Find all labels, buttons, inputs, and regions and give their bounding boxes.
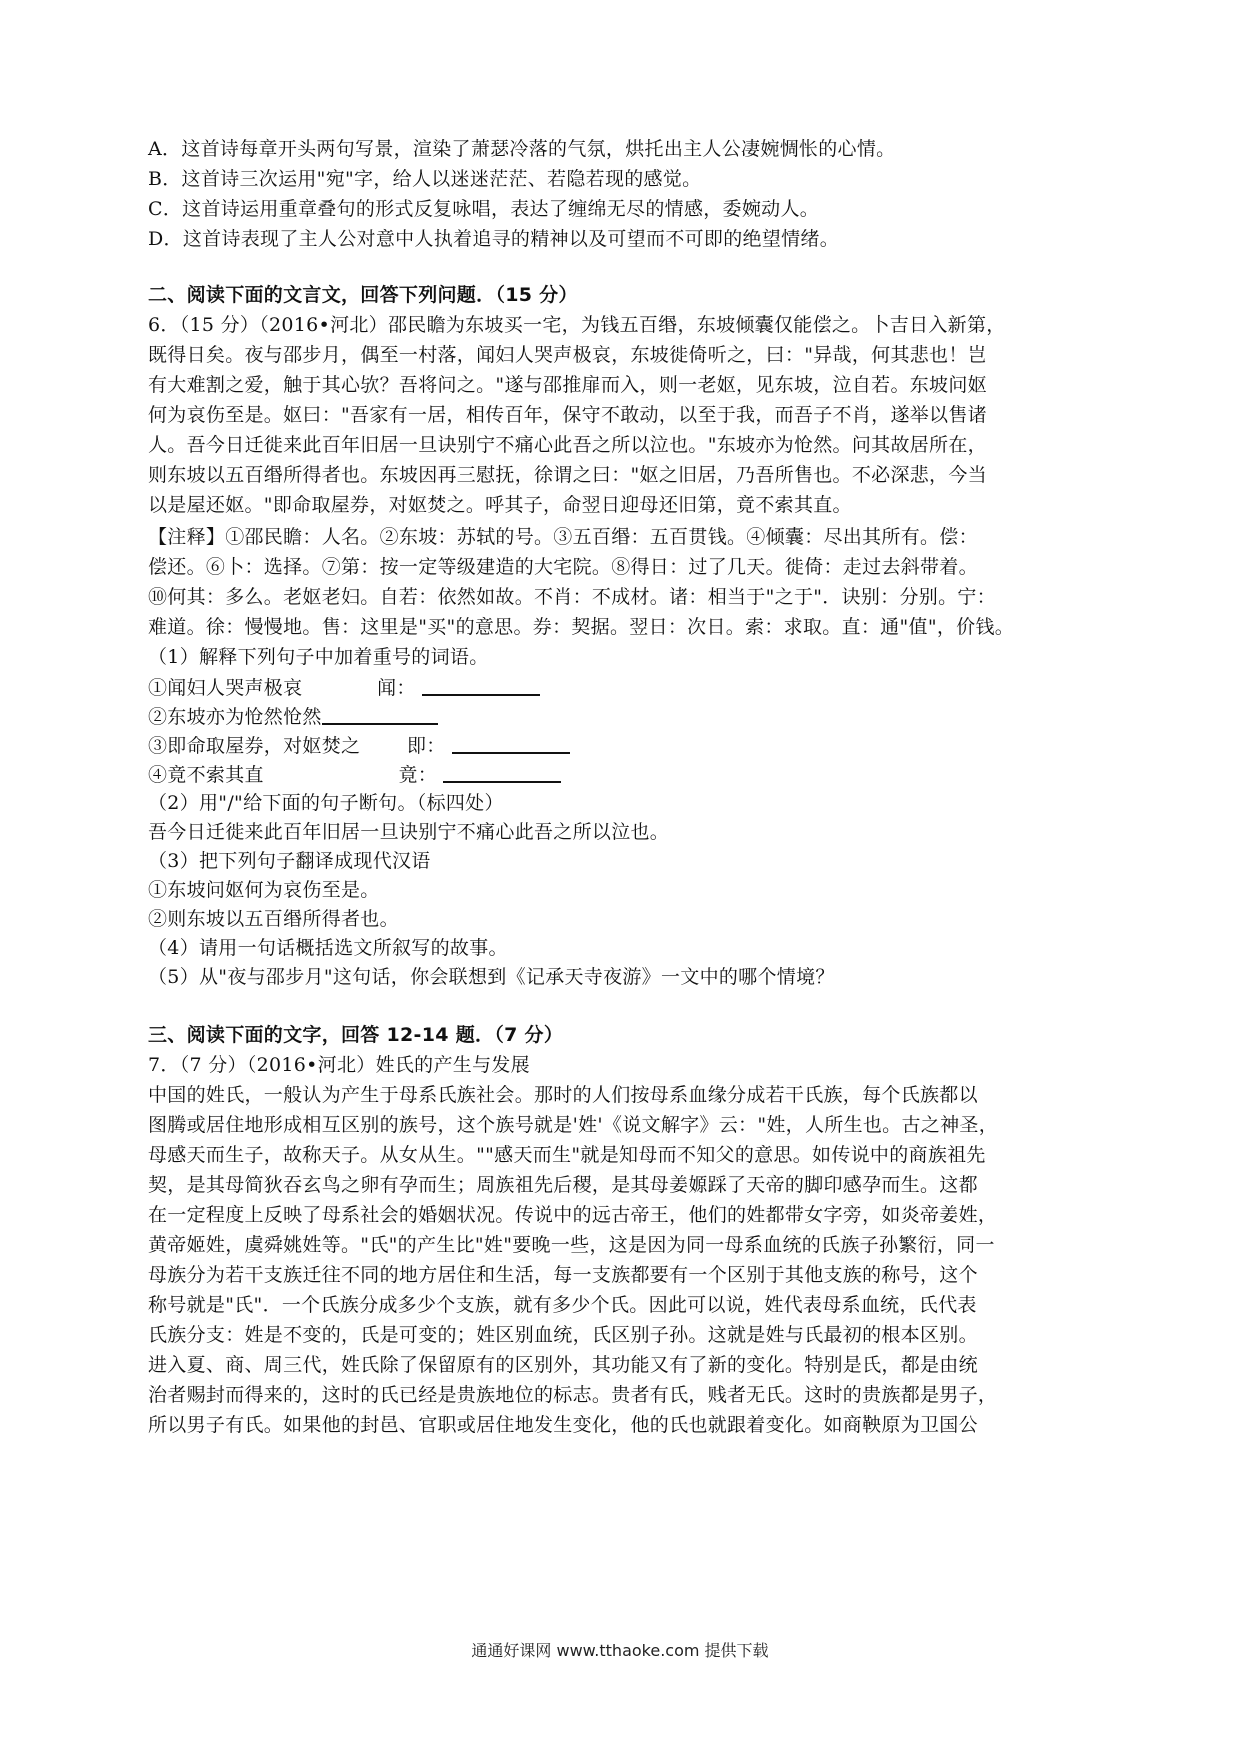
section-3-heading: 三、阅读下面的文字，回答 12-14 题．（7 分） — [148, 1024, 564, 1046]
item-sentence: ②东坡亦为怆然怆然 — [148, 706, 322, 728]
article-line: 母感天而生子，故称天子。从女从生。""感天而生"就是知母而不知父的意思。如传说中的商族祖先 — [148, 1144, 986, 1166]
page-footer: 通通好课网 www.tthaoke.com 提供下载 — [471, 1641, 769, 1660]
question-1-item-3 — [148, 732, 570, 759]
article-title: 7．（7 分）（2016•河北）姓氏的产生与发展 — [148, 1054, 530, 1076]
question-1-item-4 — [148, 761, 561, 788]
article-line: 契，是其母简狄吞玄鸟之卵有孕而生；周族祖先后稷，是其母姜嫄踩了天帝的脚印感孕而生。这都 — [148, 1174, 978, 1196]
article-line: 黄帝姬姓，虞舜姚姓等。"氏"的产生比"姓"要晚一些，这是因为同一母系血统的氏族子孙繁衍，同一 — [148, 1234, 995, 1256]
question-3-prompt: （3）把下列句子翻译成现代汉语 — [148, 850, 431, 872]
item-word: 竟： — [398, 764, 438, 786]
question-4: （4）请用一句话概括选文所叙写的故事。 — [148, 937, 508, 959]
item-sentence: ①闻妇人哭声极哀 — [148, 677, 303, 699]
question-1-item-2 — [148, 703, 438, 730]
question-3-item: ①东坡问妪何为哀伤至是。 — [148, 879, 380, 901]
notes-line: 偿还。⑥卜：选择。⑦第：按一定等级建造的大宅院。⑧得日：过了几天。徙倚：走过去斜带着。 — [148, 556, 978, 578]
notes-line: ⑩何其：多么。老妪老妇。自若：依然如故。不肖：不成材。诸：相当于"之于"．诀别：分别。宁： — [148, 586, 996, 608]
question-3-item: ②则东坡以五百缗所得者也。 — [148, 908, 399, 930]
passage-line: 6．（15 分）（2016•河北）邵民瞻为东坡买一宅，为钱五百缗，东坡倾囊仅能偿之。卜吉日入新第， — [148, 314, 1006, 336]
item-word: 即： — [407, 735, 446, 757]
question-1-prompt: （1）解释下列句子中加着重号的词语。 — [148, 646, 489, 668]
answer-blank-4[interactable] — [443, 761, 561, 783]
option-b: B．这首诗三次运用"宛"字，给人以迷迷茫茫、若隐若现的感觉。 — [148, 168, 702, 190]
passage-line: 何为哀伤至是。妪曰："吾家有一居，相传百年，保守不敢动，以至于我，而吾子不肖，遂举以售诸 — [148, 404, 987, 426]
notes-line: 难道。徐：慢慢地。售：这里是"买"的意思。券：契据。翌日：次日。索：求取。直：通"值"，价钱。 — [148, 616, 1015, 638]
question-1-item-1 — [148, 674, 540, 701]
article-line: 母族分为若干支族迁往不同的地方居住和生活，每一支族都要有一个区别于其他支族的称号，这个 — [148, 1264, 978, 1286]
section-2-heading: 二、阅读下面的文言文，回答下列问题．（15 分） — [148, 284, 578, 306]
article-line: 中国的姓氏，一般认为产生于母系氏族社会。那时的人们按母系血缘分成若干氏族，每个氏族都以 — [148, 1084, 978, 1106]
passage-line: 既得日矣。夜与邵步月，偶至一村落，闻妇人哭声极哀，东坡徙倚听之，曰："异哉，何其悲也！岂 — [148, 344, 987, 366]
option-c: C．这首诗运用重章叠句的形式反复咏唱，表达了缠绵无尽的情感，委婉动人。 — [148, 198, 820, 220]
passage-line: 以是屋还妪。"即命取屋券，对妪焚之。呼其子，命翌日迎母还旧第，竟不索其直。 — [148, 494, 852, 516]
article-line: 所以男子有氏。如果他的封邑、官职或居住地发生变化，他的氏也就跟着变化。如商鞅原为卫国公 — [148, 1414, 978, 1436]
item-sentence: ④竟不索其直 — [148, 764, 264, 786]
article-line: 氏族分支：姓是不变的，氏是可变的；姓区别血统，氏区别子孙。这就是姓与氏最初的根本区别。 — [148, 1324, 978, 1346]
passage-line: 则东坡以五百缗所得者也。东坡因再三慰抚，徐谓之曰："妪之旧居，乃吾所售也。不必深悲，今当 — [148, 464, 987, 486]
option-a: A．这首诗每章开头两句写景，渲染了萧瑟冷落的气氛，烘托出主人公凄婉惆怅的心情。 — [148, 138, 896, 160]
answer-blank-3[interactable] — [452, 732, 570, 754]
article-line: 在一定程度上反映了母系社会的婚姻状况。传说中的远古帝王，他们的姓都带女字旁，如炎帝姜姓， — [148, 1204, 998, 1226]
passage-line: 人。吾今日迁徙来此百年旧居一旦诀别宁不痛心此吾之所以泣也。"东坡亦为怆然。问其故居所在， — [148, 434, 987, 456]
item-sentence: ③即命取屋券，对妪焚之 — [148, 735, 361, 757]
article-line: 治者赐封而得来的，这时的氏已经是贵族地位的标志。贵者有氏，贱者无氏。这时的贵族都是男子， — [148, 1384, 998, 1406]
article-line: 进入夏、商、周三代，姓氏除了保留原有的区别外，其功能又有了新的变化。特别是氏，都是由统 — [148, 1354, 978, 1376]
question-2-text: 吾今日迁徙来此百年旧居一旦诀别宁不痛心此吾之所以泣也。 — [148, 821, 670, 843]
question-2-prompt: （2）用"/"给下面的句子断句。（标四处） — [148, 792, 504, 814]
article-line: 称号就是"氏"．一个氏族分成多少个支族，就有多少个氏。因此可以说，姓代表母系血统，氏代表 — [148, 1294, 977, 1316]
question-5: （5）从"夜与邵步月"这句话，你会联想到《记承天寺夜游》一文中的哪个情境？ — [148, 966, 835, 988]
answer-blank-2[interactable] — [322, 703, 438, 725]
option-d: D．这首诗表现了主人公对意中人执着追寻的精神以及可望而不可即的绝望情绪。 — [148, 228, 840, 250]
article-line: 图腾或居住地形成相互区别的族号，这个族号就是'姓'《说文解字》云："姓，人所生也。古之神圣， — [148, 1114, 998, 1136]
item-word: 闻： — [377, 677, 416, 699]
notes-line: 【注释】①邵民瞻：人名。②东坡：苏轼的号。③五百缗：五百贯钱。④倾囊：尽出其所有。偿： — [148, 526, 978, 548]
passage-line: 有大难割之爱，触于其心欤？吾将问之。"遂与邵推扉而入，则一老妪，见东坡，泣自若。东坡问妪 — [148, 374, 987, 396]
answer-blank-1[interactable] — [422, 674, 540, 696]
